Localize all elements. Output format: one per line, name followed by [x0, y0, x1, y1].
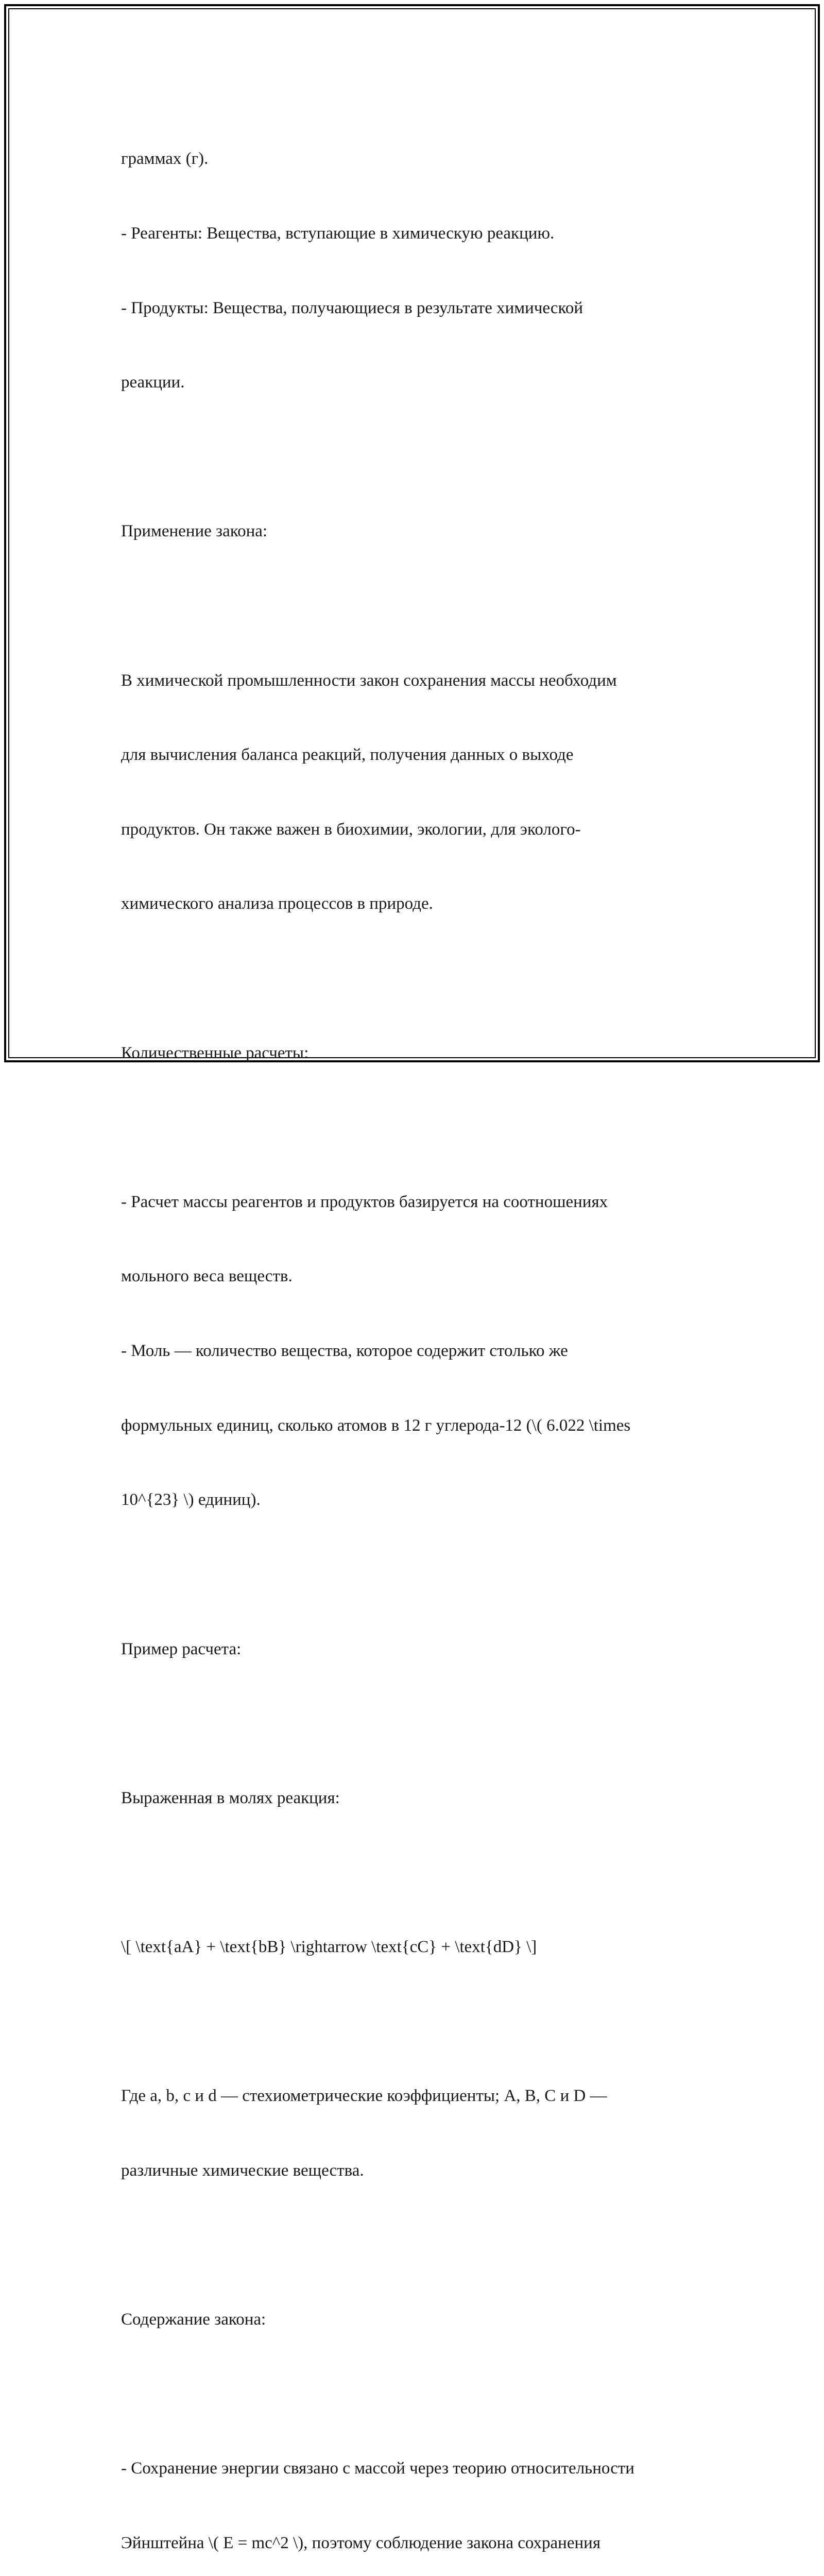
text-line: Выраженная в молях реакция:	[121, 1788, 340, 1807]
text-line: Где a, b, c и d — стехиометрические коэффициенты; A, B, C и D —	[121, 2087, 607, 2106]
blank-line	[121, 1562, 708, 1587]
text-line: мольного веса веществ.	[121, 1267, 293, 1286]
text-line: реакции.	[121, 373, 185, 392]
section-heading: Пример расчета:	[121, 1639, 242, 1658]
section-heading: Содержание закона:	[121, 2310, 266, 2329]
blank-line	[121, 2382, 708, 2406]
section-heading: Применение закона:	[121, 522, 268, 541]
text-line: граммах (г).	[121, 149, 209, 168]
list-item: - Моль — количество вещества, которое содержит столько же	[121, 1342, 568, 1361]
list-item: - Расчет массы реагентов и продуктов базируется на соотношениях	[121, 1192, 608, 1211]
blank-line	[121, 1711, 708, 1736]
section-heading: Количественные расчеты:	[121, 1043, 309, 1062]
blank-line	[121, 1115, 708, 1140]
list-item: - Сохранение энергии связано с массой через теорию относительности	[121, 2459, 634, 2478]
blank-line	[121, 594, 708, 618]
list-item: - Продукты: Вещества, получающиеся в результате химической	[121, 298, 583, 317]
text-line: продуктов. Он также важен в биохимии, экологии, для эколого-	[121, 820, 581, 839]
blank-line	[121, 2232, 708, 2257]
text-line: 10^{23} \) единиц).	[121, 1490, 261, 1510]
text-line: для вычисления баланса реакций, получения данных о выходе	[121, 745, 574, 765]
text-line: формульных единиц, сколько атомов в 12 г углерода-12 (\( 6.022 \times	[121, 1416, 631, 1435]
blank-line	[121, 2009, 708, 2034]
blank-line	[121, 966, 708, 991]
text-line: химического анализа процессов в природе.	[121, 894, 433, 913]
blank-line	[121, 1860, 708, 1885]
text-line: различные химические вещества.	[121, 2161, 364, 2180]
equation-line: \[ \text{aA} + \text{bB} \rightarrow \text{cC} + \text{dD} \]	[121, 1937, 537, 1956]
list-item: - Реагенты: Вещества, вступающие в химическую реакцию.	[121, 224, 555, 243]
blank-line	[121, 445, 708, 469]
document-body	[121, 97, 708, 2576]
text-line: В химической промышленности закон сохранения массы необходим	[121, 671, 617, 690]
text-line: Эйнштейна \( E = mc^2 \), поэтому соблюдение закона сохранения	[121, 2533, 600, 2552]
